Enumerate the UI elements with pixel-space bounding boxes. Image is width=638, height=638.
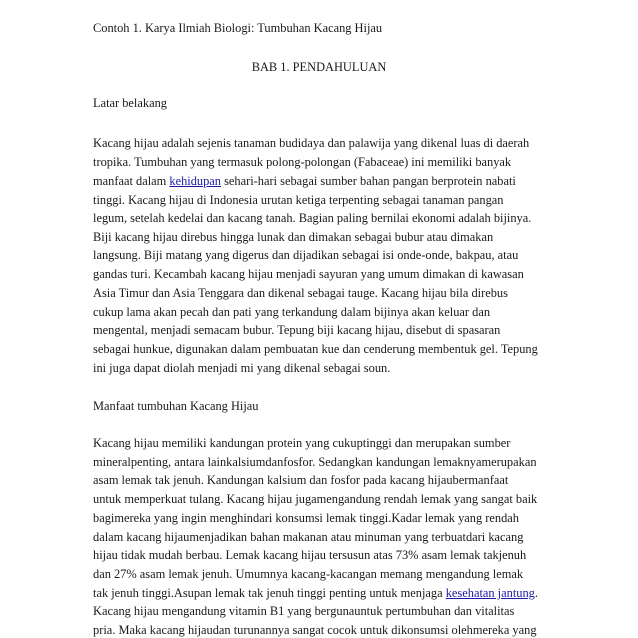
text-segment: sehari-hari sebagai sumber bahan pangan berprotein nabati — [221, 174, 516, 188]
kehidupan-link[interactable]: kehidupan — [169, 174, 221, 188]
text-line: pria. Maka kacang hijaudan turunannya sangat cocok untuk dikonsumsi olehmereka yang — [93, 623, 537, 637]
section-heading-latar-belakang: Latar belakang — [93, 96, 167, 110]
text-line: mineralpenting, antara lainkalsiumdanfosfor. Sedangkan kandungan lemaknyamerupakan — [93, 455, 537, 469]
text-line: cukup lama akan pecah dan pati yang terkandung dalam bijinya akan keluar dan — [93, 305, 491, 319]
text-line: sebagai hunkue, digunakan dalam pembuatan kue dan cenderung membentuk gel. Tepung — [93, 342, 538, 356]
chapter-heading: BAB 1. PENDAHULUAN — [251, 60, 387, 74]
text-line: Kacang hijau mengandung vitamin B1 yang bergunauntuk pertumbuhan dan vitalitas — [93, 604, 515, 618]
text-line: mengental, menjadi semacam bubur. Tepung biji kacang hijau, disebut di spasaran — [93, 323, 501, 337]
text-line: Asia Timur dan Asia Tenggara dan dikenal sebagai tauge. Kacang hijau bila direbus — [93, 286, 508, 300]
section-heading-manfaat: Manfaat tumbuhan Kacang Hijau — [93, 399, 259, 413]
text-line: langsung. Biji matang yang digerus dan dijadikan sebagai isi onde-onde, bakpau, atau — [93, 248, 519, 262]
document-title: Contoh 1. Karya Ilmiah Biologi: Tumbuhan Kacang Hijau — [93, 21, 383, 35]
text-line: bagimereka yang ingin menghindari konsumsi lemak tinggi.Kadar lemak yang rendah — [93, 511, 519, 525]
kesehatan-jantung-link[interactable]: kesehatan jantung — [445, 586, 535, 600]
text-line: Kacang hijau memiliki kandungan protein yang cukuptinggi dan merupakan sumber — [93, 436, 511, 450]
text-line: gandas turi. Kecambah kacang hijau menjadi sayuran yang umum dimakan di kawasan — [93, 267, 524, 281]
text-line: Kacang hijau adalah sejenis tanaman budidaya dan palawija yang dikenal luas di daerah — [93, 136, 530, 150]
text-line: legum, setelah kedelai dan kacang tanah. Bagian paling bernilai ekonomi adalah bijinya. — [93, 211, 532, 225]
text-line: Biji kacang hijau direbus hingga lunak dan dimakan sebagai bubur atau dimakan — [93, 230, 494, 244]
text-line: hijau tidak mudah berbau. Lemak kacang hijau tersusun atas 73% asam lemak takjenuh — [93, 548, 527, 562]
text-line — [93, 173, 516, 189]
text-line: untuk memperkuat tulang. Kacang hijau jugamengandung rendah lemak yang sangat baik — [93, 492, 538, 506]
text-segment: . — [534, 586, 538, 600]
text-line: ini juga dapat diolah menjadi mi yang dikenal sebagai soun. — [93, 361, 391, 375]
text-line: tinggi. Kacang hijau di Indonesia urutan ketiga terpenting sebagai tanaman pangan — [93, 193, 504, 207]
text-line: dalam kacang hijaumenjadikan bahan makanan atau minuman yang terbuatdari kacang — [93, 530, 524, 544]
text-segment: manfaat dalam — [93, 174, 170, 188]
text-line — [93, 585, 538, 601]
text-line: tropika. Tumbuhan yang termasuk polong-polongan (Fabaceae) ini memiliki banyak — [93, 155, 512, 169]
text-segment: tak jenuh tinggi.Asupan lemak tak jenuh tinggi penting untuk menjaga — [93, 586, 446, 600]
text-line: asam lemak tak jenuh. Kandungan kalsium dan fosfor pada kacang hijaubermanfaat — [93, 473, 509, 487]
text-line: dan 27% asam lemak jenuh. Umumnya kacang-kacangan memang mengandung lemak — [93, 567, 524, 581]
